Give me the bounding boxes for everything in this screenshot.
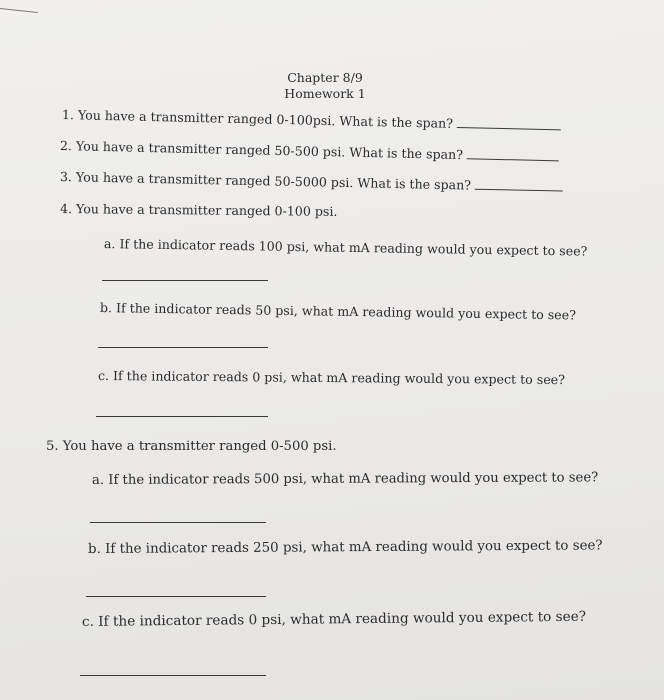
question-2 — [60, 137, 559, 164]
question-3 — [60, 168, 563, 195]
question-2-text: 2. You have a transmitter ranged 50-500 psi. What is the span? — [59, 138, 464, 163]
question-1-answer-blank[interactable] — [457, 115, 561, 130]
question-5b-answer-line[interactable] — [86, 596, 266, 597]
question-1 — [62, 106, 561, 133]
question-3-answer-blank[interactable] — [475, 177, 563, 192]
question-4a-answer-line[interactable] — [102, 280, 268, 281]
question-5c-answer-line[interactable] — [80, 675, 266, 676]
question-3-text: 3. You have a transmitter ranged 50-5000 psi. What is the span? — [59, 169, 472, 193]
question-5a: a. If the indicator reads 500 psi, what mA reading would you expect to see? — [91, 470, 599, 488]
question-5b: b. If the indicator reads 250 psi, what mA reading would you expect to see? — [87, 538, 603, 557]
worksheet-header — [250, 70, 400, 102]
question-2-answer-blank[interactable] — [467, 146, 559, 161]
question-4c: c. If the indicator reads 0 psi, what mA reading would you expect to see? — [97, 368, 566, 388]
pen-mark — [0, 8, 38, 13]
question-4a: a. If the indicator reads 100 psi, what mA reading would you expect to see? — [103, 236, 588, 259]
question-1-text: 1. You have a transmitter ranged 0-100psi. What is the span? — [61, 107, 454, 131]
homework-title: Homework 1 — [284, 86, 366, 101]
question-4c-answer-line[interactable] — [96, 416, 268, 417]
question-4: 4. You have a transmitter ranged 0-100 psi. — [59, 201, 338, 219]
question-4b: b. If the indicator reads 50 psi, what mA reading would you expect to see? — [99, 300, 577, 323]
chapter-title: Chapter 8/9 — [287, 70, 363, 85]
question-5c: c. If the indicator reads 0 psi, what mA reading would you expect to see? — [81, 608, 587, 630]
question-4b-answer-line[interactable] — [98, 347, 268, 348]
question-5: 5. You have a transmitter ranged 0-500 psi. — [46, 439, 337, 454]
question-5a-answer-line[interactable] — [90, 522, 266, 523]
